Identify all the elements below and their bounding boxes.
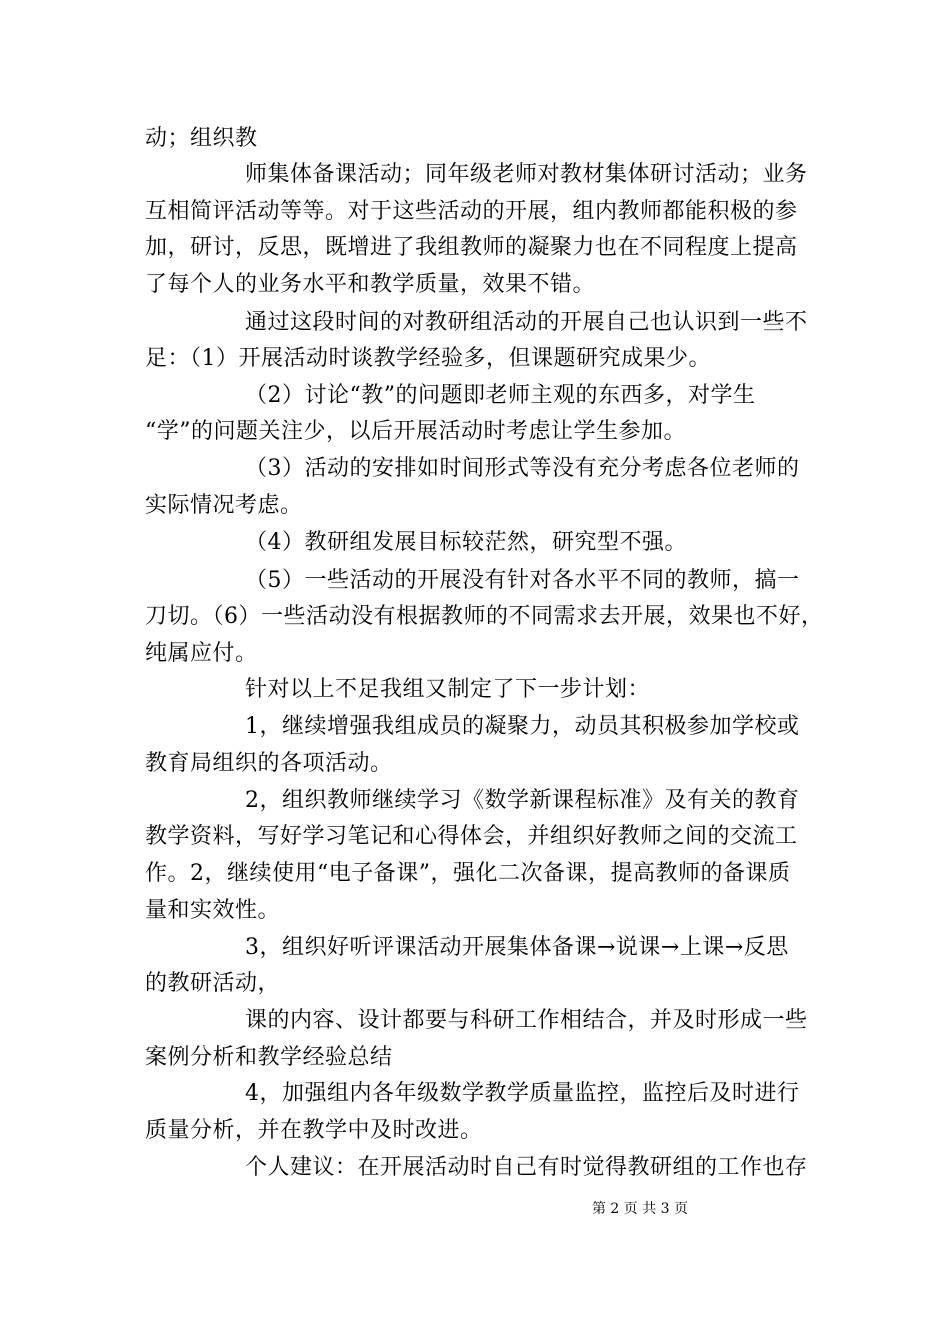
text-line: 刀切。（6）一些活动没有根据教师的不同需求去开展，效果也不好， (145, 604, 824, 629)
text-line: 1，继续增强我组成员的凝聚力，动员其积极参加学校或 (245, 714, 800, 739)
text-line: 动；组织教 (145, 126, 258, 151)
text-line: 针对以上不足我组又制定了下一步计划： (245, 677, 651, 702)
text-line: 质量分析，并在教学中及时改进。 (145, 1118, 483, 1143)
text-line: 4，加强组内各年级数学教学质量监控，监控后及时进行 (245, 1081, 800, 1106)
text-line: （3）活动的安排如时间形式等没有充分考虑各位老师的 (245, 456, 800, 481)
text-line: 个人建议：在开展活动时自己有时觉得教研组的工作也存 (245, 1155, 808, 1180)
text-line: 纯属应付。 (145, 641, 258, 666)
text-line: 量和实效性。 (145, 898, 281, 923)
text-line: 通过这段时间的对教研组活动的开展自己也认识到一些不 (245, 310, 808, 335)
text-line: 教学资料，写好学习笔记和心得体会，并组织好教师之间的交流工 (145, 824, 798, 849)
text-line: 师集体备课活动；同年级老师对教材集体研讨活动；业务 (245, 162, 808, 187)
page-number-footer: 第 2 页 共 3 页 (591, 1201, 689, 1217)
text-line: 案例分析和教学经验总结 (145, 1045, 393, 1070)
text-line: （5）一些活动的开展没有针对各水平不同的教师，搞一 (245, 568, 800, 593)
text-line: （2）讨论“教”的问题即老师主观的东西多，对学生 (245, 383, 756, 408)
text-line: 教育局组织的各项活动。 (145, 751, 393, 776)
text-line: 实际情况考虑。 (145, 493, 303, 518)
text-line: 课的内容、设计都要与科研工作相结合，并及时形成一些 (245, 1008, 808, 1033)
text-line: 加，研讨，反思，既增进了我组教师的凝聚力也在不同程度上提高 (145, 235, 798, 260)
text-line: “学”的问题关注少，以后开展活动时考虑让学生参加。 (145, 419, 686, 444)
text-line: 2，组织教师继续学习《数学新课程标准》及有关的教育 (245, 788, 800, 813)
text-line: 的教研活动， (145, 971, 281, 996)
text-line: （4）教研组发展目标较茫然，研究型不强。 (245, 530, 687, 555)
text-line: 作。2，继续使用“电子备课”，强化二次备课，提高教师的备课质 (145, 861, 791, 886)
text-line: 足：（1）开展活动时谈教学经验多，但课题研究成果少。 (145, 346, 711, 371)
text-line: 3，组织好听评课活动开展集体备课→说课→上课→反思 (245, 935, 789, 960)
text-line: 了每个人的业务水平和教学质量，效果不错。 (145, 272, 596, 297)
text-line: 互相简评活动等等。对于这些活动的开展，组内教师都能积极的参 (145, 199, 798, 224)
